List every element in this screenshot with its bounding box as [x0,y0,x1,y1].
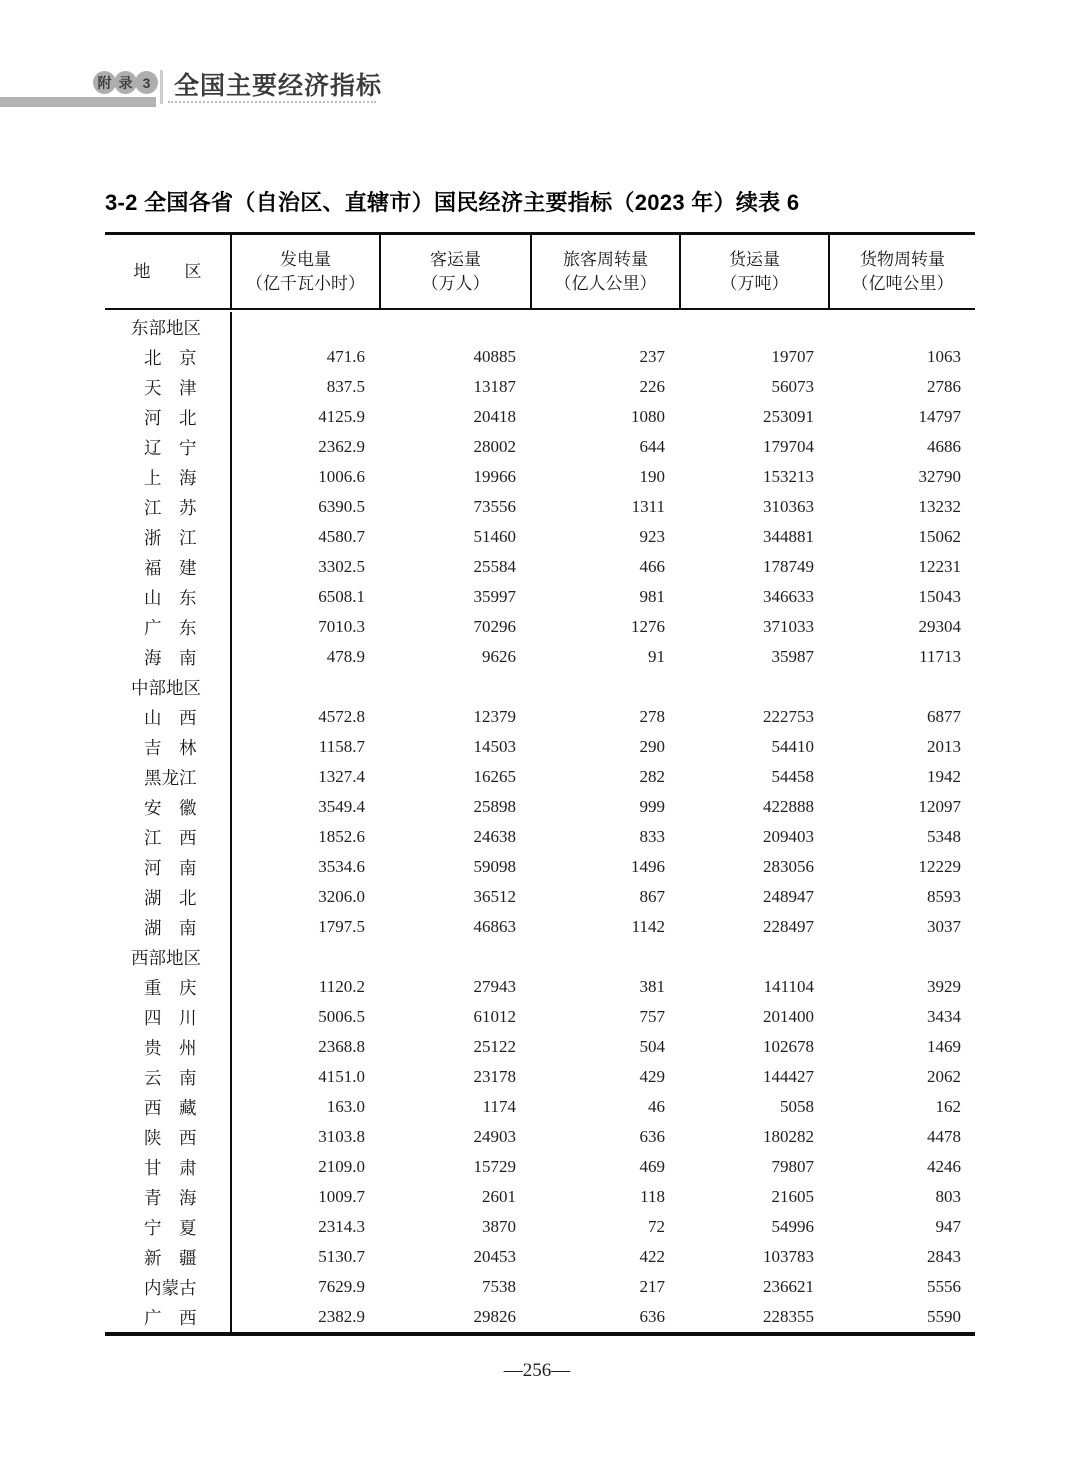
table-row [105,582,975,612]
column-unit: （万吨） [720,273,789,293]
value-cell: 466 [639,557,665,576]
region-cell: 天 津 [105,372,232,402]
value-cell: 4151.0 [318,1067,365,1086]
value-cell: 6877 [927,707,961,726]
value-cell: 5130.7 [318,1247,365,1266]
table-row [105,1182,975,1212]
section-row [105,942,975,972]
region-cell: 新 疆 [105,1242,232,1272]
region-cell: 湖 北 [105,882,232,912]
region-cell: 重 庆 [105,972,232,1002]
header-divider [160,70,163,104]
value-cell: 228497 [763,917,814,936]
value-cell: 54410 [771,737,814,756]
value-cell: 54458 [771,767,814,786]
table-row [105,372,975,402]
value-cell: 947 [935,1217,961,1236]
value-cell: 4125.9 [318,407,365,426]
column-name: 货运量 [729,249,780,269]
section-row [105,672,975,702]
region-cell: 内蒙古 [105,1272,232,1302]
column-header-freight-volume [679,235,828,308]
value-cell: 478.9 [326,647,365,666]
table-row [105,762,975,792]
value-cell: 2362.9 [318,437,365,456]
value-cell: 344881 [763,527,814,546]
value-cell: 346633 [763,587,814,606]
value-cell: 4572.8 [318,707,365,726]
badge-char-circle: 录 [114,71,137,94]
value-cell: 32790 [918,467,961,486]
region-cell: 江 西 [105,822,232,852]
value-cell: 5058 [780,1097,814,1116]
value-cell: 35987 [771,647,814,666]
table-row [105,1212,975,1242]
table-row [105,1062,975,1092]
value-cell: 153213 [763,467,814,486]
value-cell: 21605 [771,1187,814,1206]
value-cell: 2382.9 [318,1307,365,1326]
value-cell: 13232 [918,497,961,516]
value-cell: 24638 [473,827,516,846]
value-cell: 162 [935,1097,961,1116]
column-header-passenger-turnover [530,235,679,308]
value-cell: 103783 [763,1247,814,1266]
value-cell: 20453 [473,1247,516,1266]
value-cell: 46863 [473,917,516,936]
value-cell: 13187 [473,377,516,396]
main-table [105,232,975,1336]
region-cell: 海 南 [105,642,232,672]
value-cell: 15729 [473,1157,516,1176]
region-cell: 河 南 [105,852,232,882]
value-cell: 833 [639,827,665,846]
value-cell: 14503 [473,737,516,756]
table-header-row [105,232,975,310]
value-cell: 12231 [918,557,961,576]
column-name: 客运量 [430,249,481,269]
value-cell: 1080 [631,407,665,426]
region-cell: 中部地区 [105,672,232,702]
value-cell: 236621 [763,1277,814,1296]
table-row [105,972,975,1002]
table-row [105,1302,975,1332]
value-cell: 217 [639,1277,665,1296]
value-cell: 35997 [473,587,516,606]
value-cell: 201400 [763,1007,814,1026]
table-row [105,432,975,462]
table-row [105,492,975,522]
table-row [105,732,975,762]
value-cell: 8593 [927,887,961,906]
value-cell: 29304 [918,617,961,636]
value-cell: 25122 [473,1037,516,1056]
value-cell: 2109.0 [318,1157,365,1176]
table-row [105,462,975,492]
table-row [105,552,975,582]
value-cell: 3037 [927,917,961,936]
value-cell: 429 [639,1067,665,1086]
column-name: 发电量 [280,249,331,269]
value-cell: 3549.4 [318,797,365,816]
value-cell: 15043 [918,587,961,606]
value-cell: 2062 [927,1067,961,1086]
region-cell: 辽 宁 [105,432,232,462]
value-cell: 163.0 [326,1097,365,1116]
value-cell: 4686 [927,437,961,456]
value-cell: 5348 [927,827,961,846]
region-cell: 河 北 [105,402,232,432]
column-header-passenger-volume [379,235,530,308]
value-cell: 12097 [918,797,961,816]
value-cell: 36512 [473,887,516,906]
value-cell: 1852.6 [318,827,365,846]
value-cell: 27943 [473,977,516,996]
value-cell: 2368.8 [318,1037,365,1056]
value-cell: 3302.5 [318,557,365,576]
value-cell: 981 [639,587,665,606]
value-cell: 1942 [927,767,961,786]
value-cell: 1142 [631,917,665,936]
value-cell: 7538 [482,1277,516,1296]
region-cell: 云 南 [105,1062,232,1092]
value-cell: 91 [648,647,665,666]
value-cell: 923 [639,527,665,546]
value-cell: 51460 [473,527,516,546]
region-cell: 吉 林 [105,732,232,762]
value-cell: 180282 [763,1127,814,1146]
table-title: 3-2 全国各省（自治区、直辖市）国民经济主要指标（2023 年）续表 6 [105,190,800,215]
value-cell: 28002 [473,437,516,456]
value-cell: 3103.8 [318,1127,365,1146]
value-cell: 228355 [763,1307,814,1326]
value-cell: 471.6 [326,347,365,366]
badge-char-circle: 3 [135,71,158,94]
value-cell: 209403 [763,827,814,846]
table-row [105,1002,975,1032]
column-name: 货物周转量 [860,249,945,269]
value-cell: 283056 [763,857,814,876]
region-cell: 黑龙江 [105,762,232,792]
region-cell: 陕 西 [105,1122,232,1152]
region-cell: 北 京 [105,342,232,372]
value-cell: 61012 [473,1007,516,1026]
value-cell: 222753 [763,707,814,726]
region-cell: 江 苏 [105,492,232,522]
section-row [105,312,975,342]
column-header-power-generation [232,235,379,308]
table-row [105,1242,975,1272]
value-cell: 7010.3 [318,617,365,636]
value-cell: 40885 [473,347,516,366]
value-cell: 1469 [927,1037,961,1056]
value-cell: 179704 [763,437,814,456]
value-cell: 19707 [771,347,814,366]
value-cell: 6390.5 [318,497,365,516]
value-cell: 2601 [482,1187,516,1206]
value-cell: 20418 [473,407,516,426]
table-row [105,642,975,672]
value-cell: 2843 [927,1247,961,1266]
table-row [105,1122,975,1152]
column-header-region [105,235,232,308]
value-cell: 248947 [763,887,814,906]
value-cell: 253091 [763,407,814,426]
region-cell: 湖 南 [105,912,232,942]
table-row [105,912,975,942]
region-cell: 山 西 [105,702,232,732]
appendix-badge [93,71,158,94]
value-cell: 15062 [918,527,961,546]
value-cell: 290 [639,737,665,756]
page-number: —256— [503,1360,571,1381]
table-row [105,792,975,822]
region-cell: 浙 江 [105,522,232,552]
value-cell: 1797.5 [318,917,365,936]
value-cell: 999 [639,797,665,816]
value-cell: 56073 [771,377,814,396]
value-cell: 5590 [927,1307,961,1326]
value-cell: 278 [639,707,665,726]
value-cell: 9626 [482,647,516,666]
value-cell: 2013 [927,737,961,756]
value-cell: 5006.5 [318,1007,365,1026]
region-cell: 甘 肃 [105,1152,232,1182]
value-cell: 19966 [473,467,516,486]
value-cell: 73556 [473,497,516,516]
value-cell: 2786 [927,377,961,396]
table-row [105,822,975,852]
table-row [105,852,975,882]
value-cell: 1158.7 [318,737,365,756]
value-cell: 1174 [482,1097,516,1116]
table-row [105,702,975,732]
region-cell: 山 东 [105,582,232,612]
value-cell: 59098 [473,857,516,876]
value-cell: 16265 [473,767,516,786]
value-cell: 1006.6 [318,467,365,486]
value-cell: 3434 [927,1007,961,1026]
value-cell: 867 [639,887,665,906]
value-cell: 12379 [473,707,516,726]
table-row [105,342,975,372]
value-cell: 1496 [631,857,665,876]
region-cell: 青 海 [105,1182,232,1212]
value-cell: 25584 [473,557,516,576]
column-unit: （亿人公里） [554,273,657,293]
value-cell: 6508.1 [318,587,365,606]
value-cell: 3534.6 [318,857,365,876]
table-row [105,1272,975,1302]
value-cell: 141104 [763,977,814,996]
region-cell: 宁 夏 [105,1212,232,1242]
value-cell: 11713 [919,647,961,666]
value-cell: 2314.3 [318,1217,365,1236]
value-cell: 5556 [927,1277,961,1296]
value-cell: 178749 [763,557,814,576]
column-unit: （万人） [421,273,490,293]
value-cell: 504 [639,1037,665,1056]
column-unit: （亿吨公里） [851,273,954,293]
value-cell: 118 [640,1187,665,1206]
region-cell: 上 海 [105,462,232,492]
value-cell: 237 [639,347,665,366]
column-header-freight-turnover [828,235,975,308]
value-cell: 3870 [482,1217,516,1236]
value-cell: 1276 [631,617,665,636]
value-cell: 24903 [473,1127,516,1146]
value-cell: 381 [639,977,665,996]
value-cell: 4246 [927,1157,961,1176]
value-cell: 190 [639,467,665,486]
value-cell: 14797 [918,407,961,426]
value-cell: 644 [639,437,665,456]
region-cell: 广 西 [105,1302,232,1332]
region-cell: 西部地区 [105,942,232,972]
region-cell: 西 藏 [105,1092,232,1122]
value-cell: 4580.7 [318,527,365,546]
value-cell: 422888 [763,797,814,816]
value-cell: 70296 [473,617,516,636]
column-unit: （亿千瓦小时） [246,273,365,293]
value-cell: 1311 [631,497,665,516]
value-cell: 310363 [763,497,814,516]
header-dotted-underline [168,101,376,103]
table-row [105,1032,975,1062]
value-cell: 371033 [763,617,814,636]
region-cell: 东部地区 [105,312,232,342]
table-row [105,1152,975,1182]
value-cell: 3206.0 [318,887,365,906]
page-header-title: 全国主要经济指标 [174,72,383,100]
value-cell: 54996 [771,1217,814,1236]
table-row [105,402,975,432]
value-cell: 79807 [771,1157,814,1176]
region-cell: 福 建 [105,552,232,582]
value-cell: 25898 [473,797,516,816]
value-cell: 1327.4 [318,767,365,786]
value-cell: 1120.2 [318,977,365,996]
value-cell: 12229 [918,857,961,876]
value-cell: 4478 [927,1127,961,1146]
value-cell: 29826 [473,1307,516,1326]
value-cell: 72 [648,1217,665,1236]
value-cell: 469 [639,1157,665,1176]
region-cell: 四 川 [105,1002,232,1032]
value-cell: 3929 [927,977,961,996]
header-gray-bar [0,97,156,107]
value-cell: 1063 [927,347,961,366]
column-name: 地 区 [133,261,202,281]
column-name: 旅客周转量 [563,249,648,269]
value-cell: 803 [935,1187,961,1206]
value-cell: 7629.9 [318,1277,365,1296]
value-cell: 757 [639,1007,665,1026]
value-cell: 23178 [473,1067,516,1086]
value-cell: 46 [648,1097,665,1116]
region-cell: 广 东 [105,612,232,642]
value-cell: 422 [639,1247,665,1266]
table-row [105,882,975,912]
table-row [105,522,975,552]
region-cell: 贵 州 [105,1032,232,1062]
value-cell: 837.5 [326,377,365,396]
value-cell: 282 [639,767,665,786]
badge-char-circle: 附 [93,71,116,94]
table-row [105,612,975,642]
value-cell: 144427 [763,1067,814,1086]
value-cell: 636 [639,1127,665,1146]
value-cell: 1009.7 [318,1187,365,1206]
value-cell: 226 [639,377,665,396]
value-cell: 102678 [763,1037,814,1056]
value-cell: 636 [639,1307,665,1326]
region-cell: 安 徽 [105,792,232,822]
table-row [105,1092,975,1122]
table-body [105,310,975,1336]
